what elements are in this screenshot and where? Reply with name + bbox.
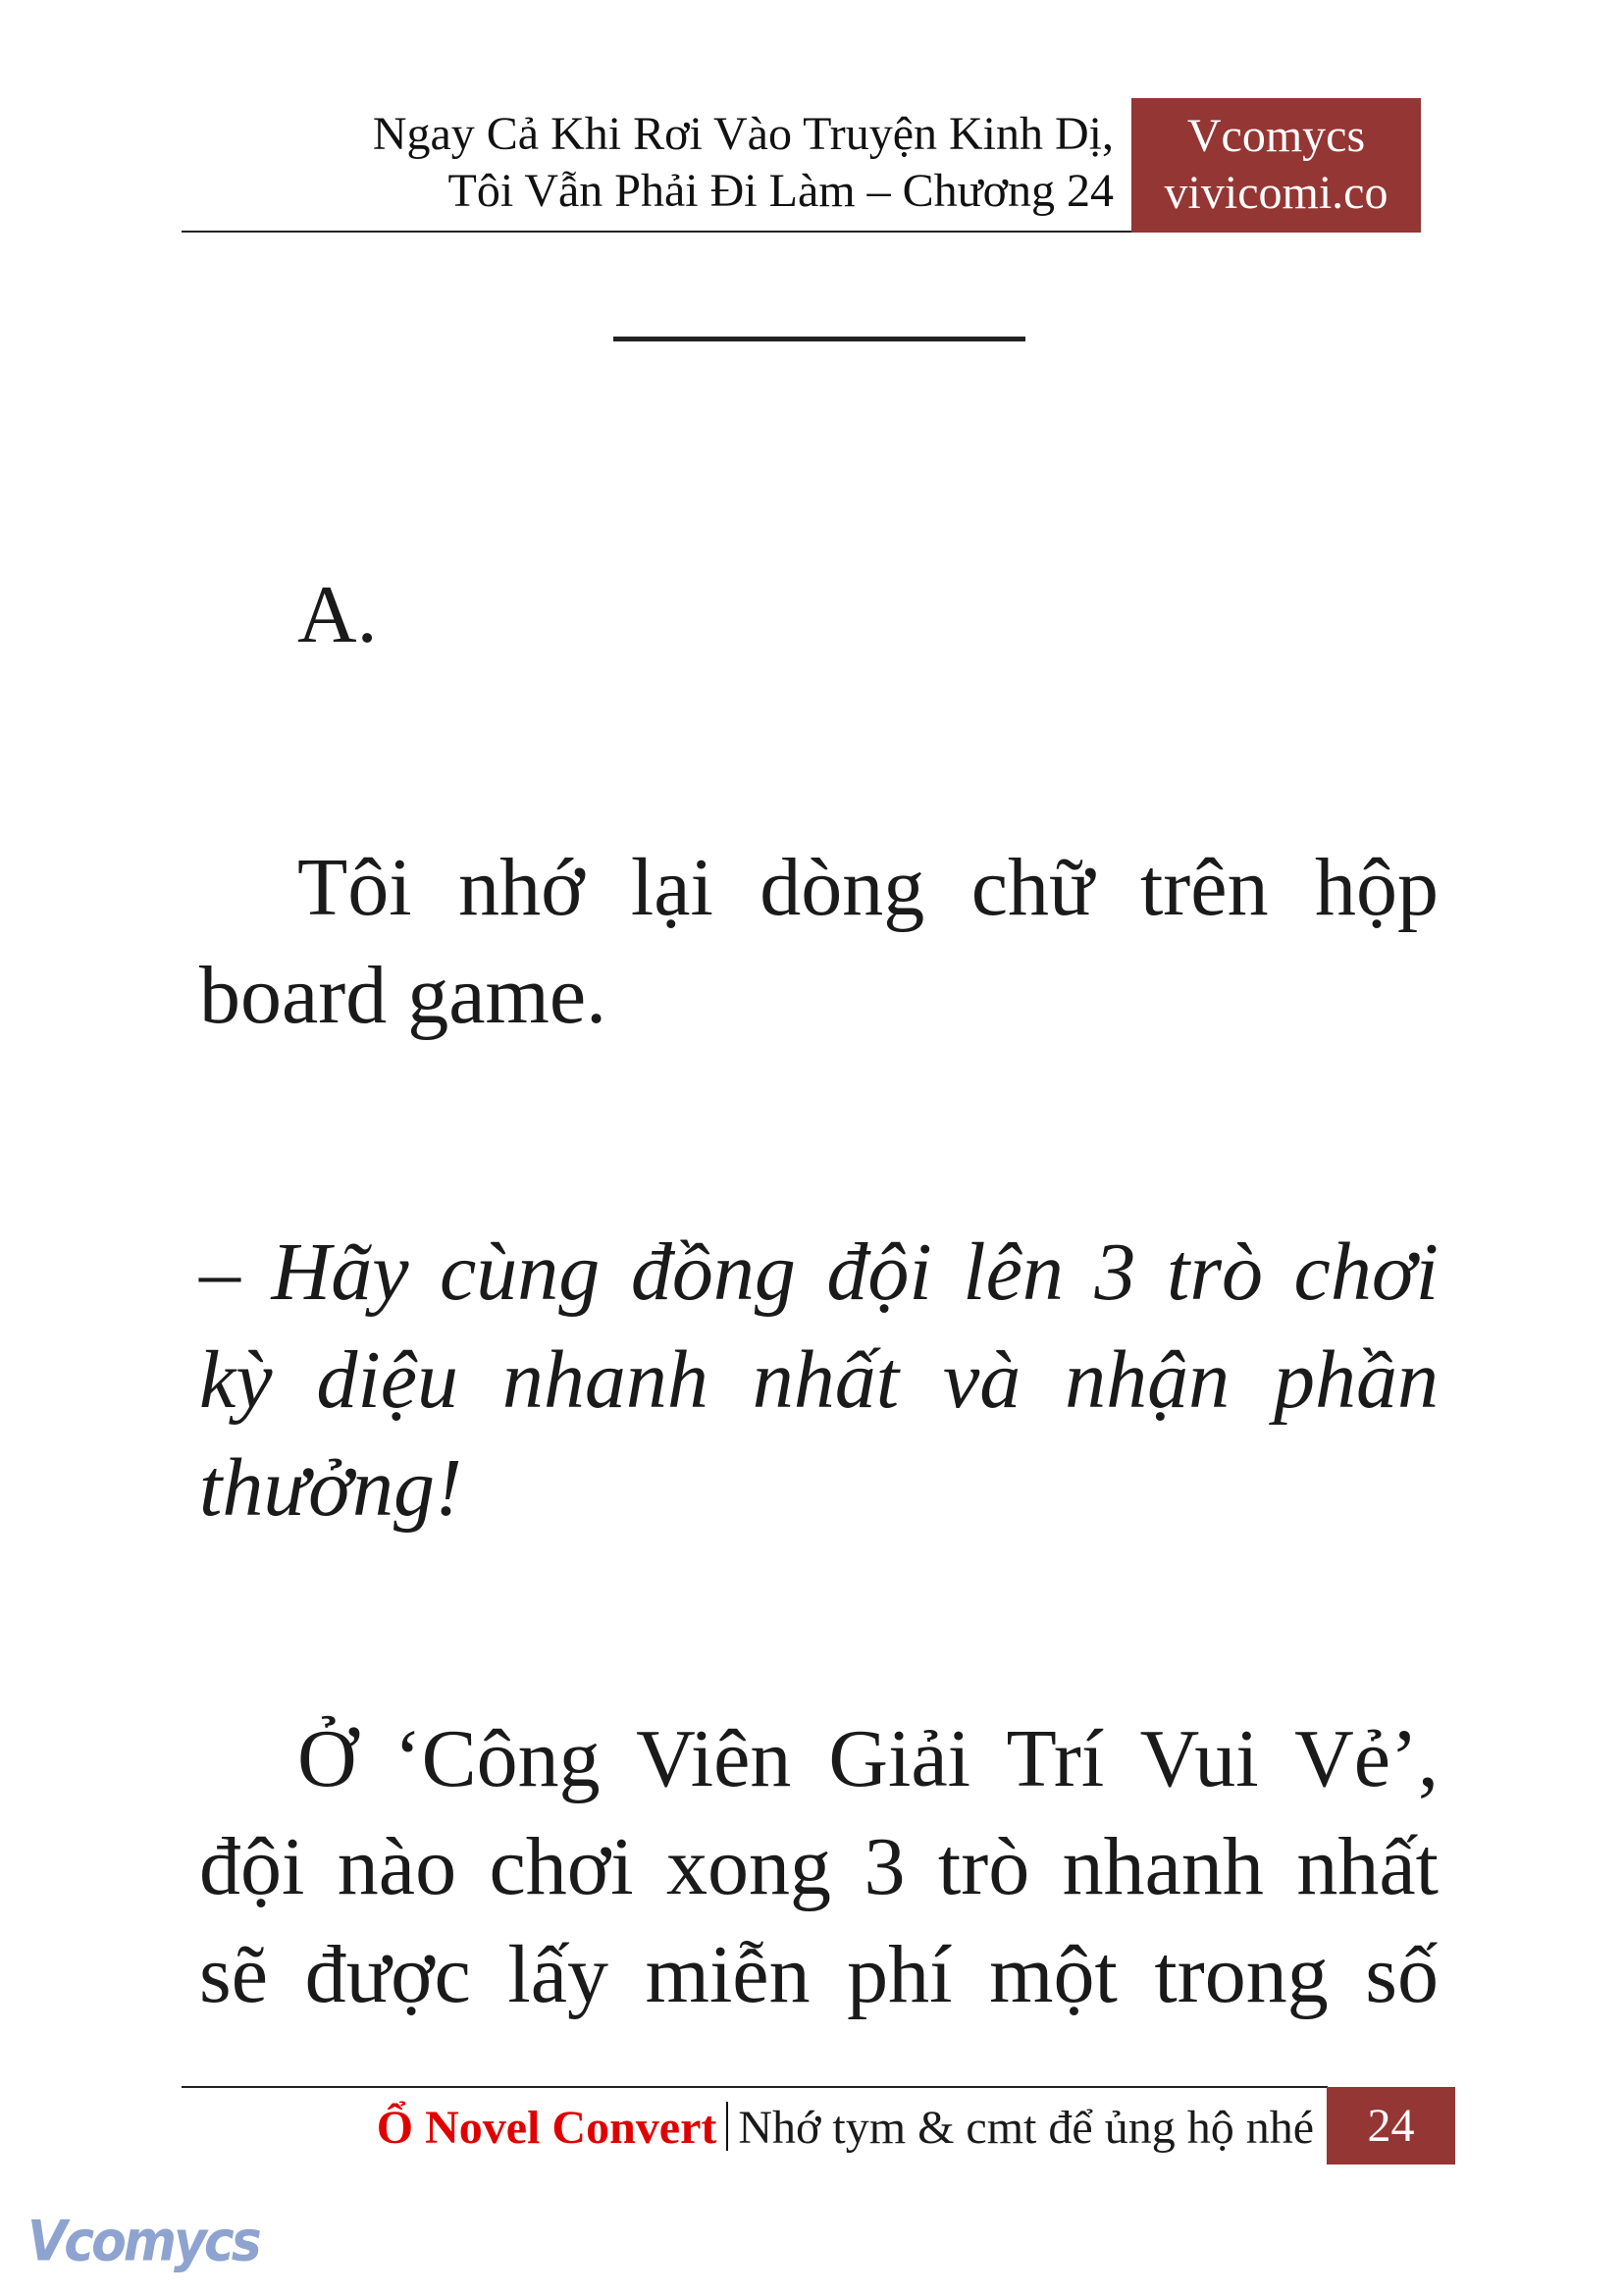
paragraph-1 bbox=[199, 561, 1439, 669]
header-title-line-1: Ngay Cả Khi Rơi Vào Truyện Kinh Dị, bbox=[372, 108, 1114, 160]
text-line: sẽ được lấy miễn phí một trong số bbox=[199, 1929, 1439, 2020]
running-header-title bbox=[231, 106, 1114, 220]
text-line: board game. bbox=[199, 950, 607, 1041]
footer-rule bbox=[182, 2086, 1328, 2088]
footer-message: Nhớ tym & cmt để ủng hộ nhé bbox=[738, 2102, 1314, 2154]
site-name: Vcomycs bbox=[1186, 110, 1366, 162]
footer-divider bbox=[726, 2102, 728, 2151]
text-line: đội nào chơi xong 3 trò nhanh nhất bbox=[199, 1821, 1439, 1912]
footer-brand: Ổ Novel Convert bbox=[376, 2102, 717, 2154]
vcomycs-watermark-logo bbox=[27, 2210, 259, 2274]
site-domain: vivicomi.co bbox=[1164, 167, 1388, 219]
text-line: Tôi nhớ lại dòng chữ trên hộp bbox=[297, 842, 1439, 933]
paragraph-4 bbox=[199, 1705, 1439, 2029]
text-line: – Hãy cùng đồng đội lên 3 trò chơi bbox=[199, 1226, 1439, 1318]
header-site-badge bbox=[1131, 98, 1421, 233]
text-line: A. bbox=[297, 569, 378, 660]
header-rule bbox=[182, 231, 1131, 233]
header-title-line-2: Tôi Vẫn Phải Đi Làm – Chương 24 bbox=[447, 165, 1114, 217]
section-separator bbox=[613, 337, 1025, 341]
text-line: thưởng! bbox=[199, 1442, 462, 1534]
paragraph-2 bbox=[199, 834, 1439, 1050]
page-number: 24 bbox=[1327, 2087, 1455, 2165]
text-line: Ở ‘Công Viên Giải Trí Vui Vẻ’, bbox=[297, 1713, 1439, 1804]
logo-text: Vcomycs bbox=[27, 2210, 259, 2274]
paragraph-3 bbox=[199, 1219, 1439, 1542]
text-line: kỳ diệu nhanh nhất và nhận phần bbox=[199, 1334, 1439, 1426]
footer-text bbox=[377, 2100, 1314, 2157]
